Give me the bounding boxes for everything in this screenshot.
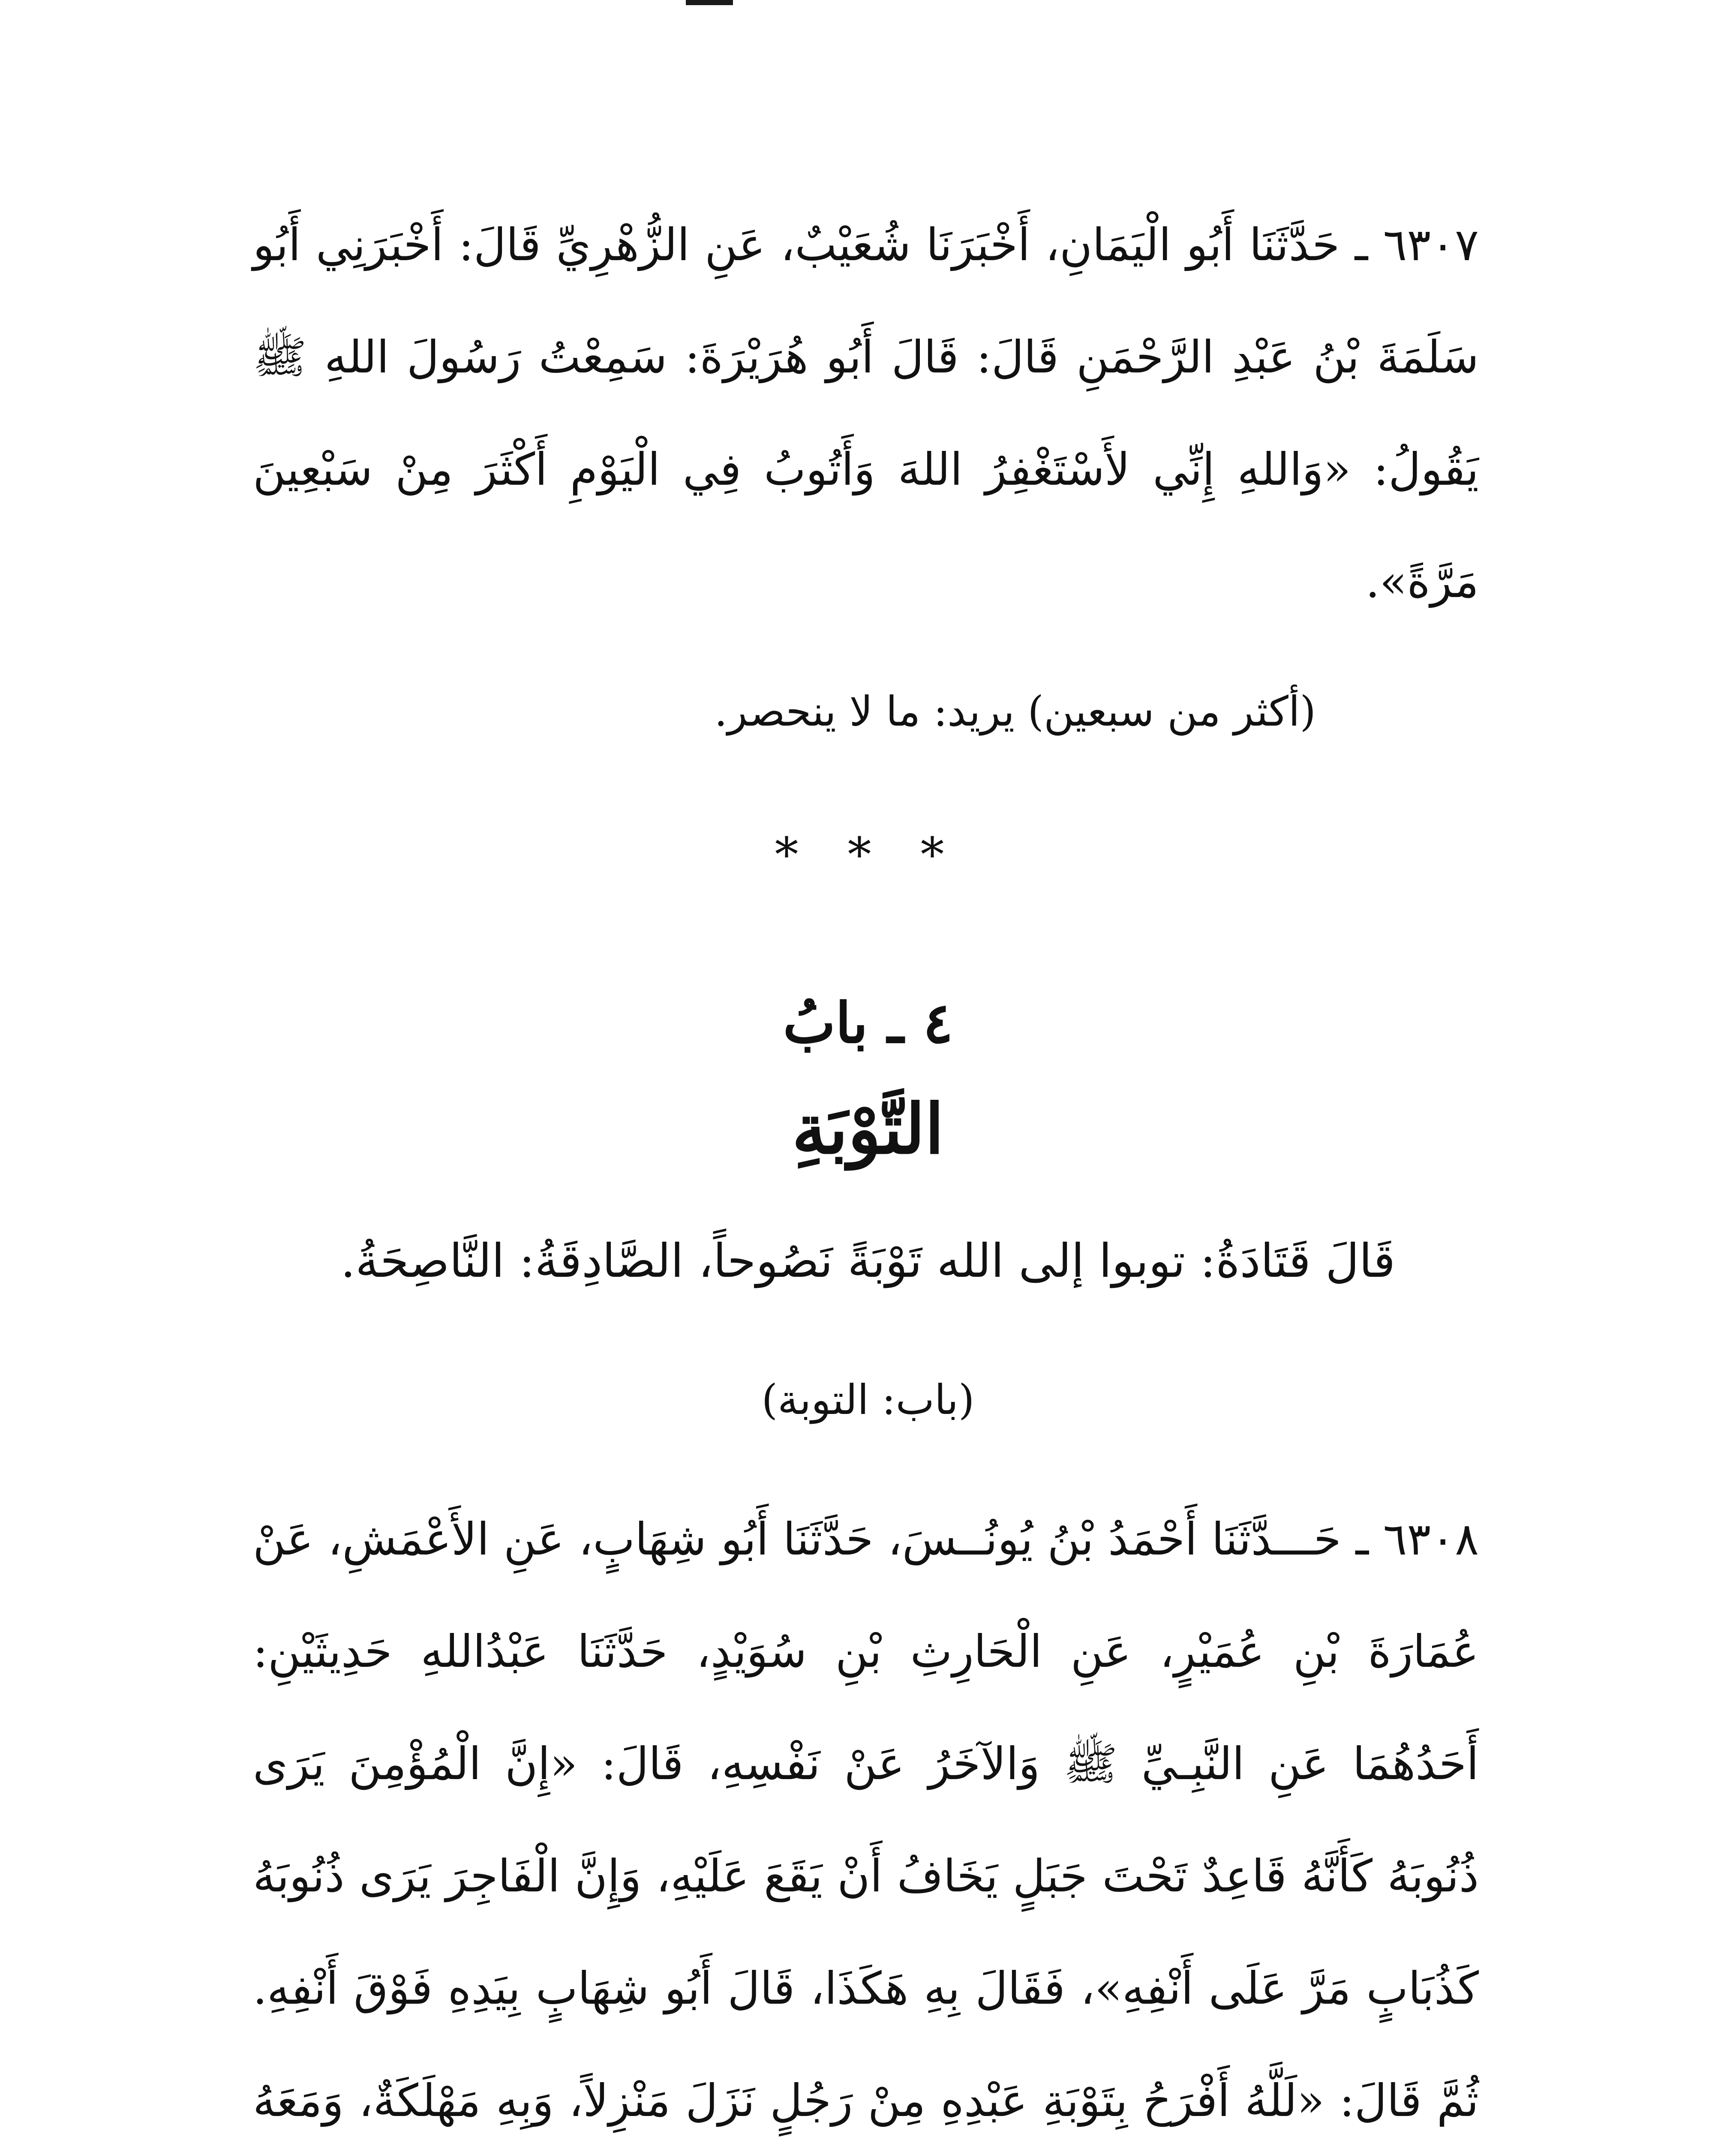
section-separator: * * * <box>775 827 961 882</box>
hadith-6308: ٦٣٠٨ ـ حَـــدَّثَنَا أَحْمَدُ بْنُ يُونُــسَ، حَدَّثَنَا أَبُو شِهَابٍ، عَنِ الأَعْمَشِ، عَنْ عُمَارَةَ بْنِ عُمَيْرٍ، عَنِ الْحَارِثِ بْنِ سُوَيْدٍ، حَدَّثَنَا عَبْدُاللهِ حَدِيثَيْنِ: أَحَدُهُمَا عَنِ النَّبِـيِّ ﷺ وَالآخَرُ عَنْ نَفْسِهِ، قَالَ: «إِنَّ الْمُؤْمِنَ يَرَى ذُنُوبَهُ كَأَنَّهُ قَاعِدٌ تَحْتَ جَبَلٍ يَخَافُ أَنْ يَقَعَ عَلَيْهِ، وَإِنَّ الْفَاجِرَ يَرَى ذُنُوبَهُ كَذُبَابٍ مَرَّ عَلَى أَنْفِهِ»، فَقَالَ بِهِ هَكَذَا، قَالَ أَبُو شِهَابٍ بِيَدِهِ فَوْقَ أَنْفِهِ. ثُمَّ قَالَ: «لَلَّهُ أَفْرَحُ بِتَوْبَةِ عَبْدِهِ مِنْ رَجُلٍ نَزَلَ مَنْزِلاً، وَبِهِ مَهْلَكَةٌ، وَمَعَهُ <box>253 1513 1479 2127</box>
chapter-number: ٤ ـ بابُ <box>783 990 953 1056</box>
top-rule <box>686 0 733 5</box>
hadith-6307: ٦٣٠٧ ـ حَدَّثَنَا أَبُو الْيَمَانِ، أَخْبَرَنَا شُعَيْبٌ، عَنِ الزُّهْرِيِّ قَالَ: أَخْبَرَنِي أَبُو سَلَمَةَ بْنُ عَبْدِ الرَّحْمَنِ قَالَ: قَالَ أَبُو هُرَيْرَةَ: سَمِعْتُ رَسُولَ اللهِ ﷺ يَقُولُ: «وَاللهِ إِنِّي لأَسْتَغْفِرُ اللهَ وَأَتُوبُ فِي الْيَوْمِ أَكْثَرَ مِنْ سَبْعِينَ مَرَّةً». <box>253 219 1479 608</box>
chapter-title: التَّوْبَةِ <box>792 1089 944 1169</box>
chapter-intro: قَالَ قَتَادَةُ: توبوا إلى الله تَوْبَةً نَصُوحاً، الصَّادِقَةُ: النَّاصِحَةُ. <box>340 1234 1396 1288</box>
explanatory-note: (أكثر من سبعين) يريد: ما لا ينحصر. <box>714 687 1316 735</box>
chapter-subheading: (باب: التوبة) <box>761 1376 975 1424</box>
